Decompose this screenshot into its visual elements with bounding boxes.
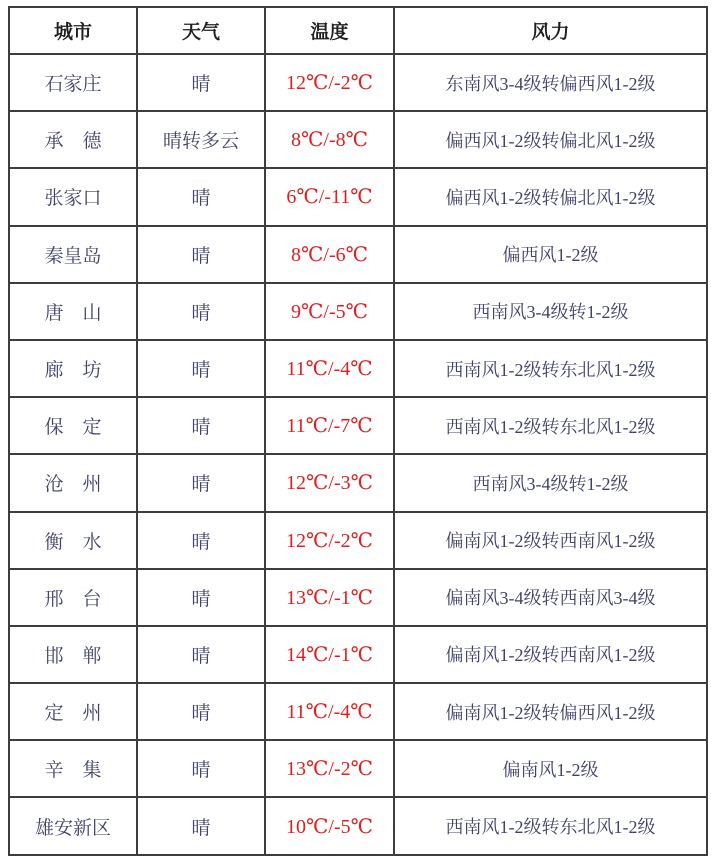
temperature-cell: 13℃/-1℃ bbox=[265, 569, 394, 626]
wind-cell: 西南风1-2级转东北风1-2级 bbox=[394, 797, 707, 854]
temperature-cell: 12℃/-2℃ bbox=[265, 512, 394, 569]
city-cell: 衡 水 bbox=[9, 512, 137, 569]
wind-cell: 东南风3-4级转偏西风1-2级 bbox=[394, 54, 707, 111]
table-row bbox=[9, 340, 707, 397]
city-cell: 邢 台 bbox=[9, 569, 137, 626]
table-row bbox=[9, 283, 707, 340]
weather-cell: 晴 bbox=[137, 454, 265, 511]
weather-cell: 晴 bbox=[137, 512, 265, 569]
city-cell: 承 德 bbox=[9, 111, 137, 168]
city-cell: 沧 州 bbox=[9, 454, 137, 511]
weather-cell: 晴 bbox=[137, 168, 265, 225]
city-cell: 辛 集 bbox=[9, 740, 137, 797]
table-header bbox=[9, 7, 707, 54]
wind-cell: 偏南风3-4级转西南风3-4级 bbox=[394, 569, 707, 626]
header-wind: 风力 bbox=[394, 7, 707, 54]
header-row bbox=[9, 7, 707, 54]
city-cell: 廊 坊 bbox=[9, 340, 137, 397]
temperature-cell: 8℃/-6℃ bbox=[265, 226, 394, 283]
wind-cell: 偏南风1-2级 bbox=[394, 740, 707, 797]
temperature-cell: 10℃/-5℃ bbox=[265, 797, 394, 854]
city-cell: 唐 山 bbox=[9, 283, 137, 340]
city-cell: 保 定 bbox=[9, 397, 137, 454]
table-row bbox=[9, 168, 707, 225]
wind-cell: 偏南风1-2级转西南风1-2级 bbox=[394, 512, 707, 569]
city-cell: 石家庄 bbox=[9, 54, 137, 111]
wind-cell: 偏西风1-2级转偏北风1-2级 bbox=[394, 168, 707, 225]
temperature-cell: 9℃/-5℃ bbox=[265, 283, 394, 340]
table-row bbox=[9, 626, 707, 683]
temperature-cell: 12℃/-2℃ bbox=[265, 54, 394, 111]
table-row bbox=[9, 683, 707, 740]
wind-cell: 西南风3-4级转1-2级 bbox=[394, 454, 707, 511]
table-row bbox=[9, 797, 707, 854]
weather-cell: 晴 bbox=[137, 740, 265, 797]
wind-cell: 偏南风1-2级转偏西风1-2级 bbox=[394, 683, 707, 740]
weather-cell: 晴 bbox=[137, 54, 265, 111]
weather-forecast-table bbox=[8, 6, 708, 856]
wind-cell: 西南风1-2级转东北风1-2级 bbox=[394, 340, 707, 397]
temperature-cell: 11℃/-4℃ bbox=[265, 340, 394, 397]
weather-cell: 晴 bbox=[137, 340, 265, 397]
weather-cell: 晴 bbox=[137, 226, 265, 283]
table-row bbox=[9, 111, 707, 168]
header-weather: 天气 bbox=[137, 7, 265, 54]
table-row bbox=[9, 397, 707, 454]
temperature-cell: 6℃/-11℃ bbox=[265, 168, 394, 225]
table-row bbox=[9, 569, 707, 626]
wind-cell: 偏南风1-2级转西南风1-2级 bbox=[394, 626, 707, 683]
city-cell: 张家口 bbox=[9, 168, 137, 225]
wind-cell: 西南风3-4级转1-2级 bbox=[394, 283, 707, 340]
temperature-cell: 12℃/-3℃ bbox=[265, 454, 394, 511]
weather-cell: 晴 bbox=[137, 797, 265, 854]
weather-cell: 晴转多云 bbox=[137, 111, 265, 168]
table-body bbox=[9, 54, 707, 855]
weather-cell: 晴 bbox=[137, 283, 265, 340]
temperature-cell: 8℃/-8℃ bbox=[265, 111, 394, 168]
header-temperature: 温度 bbox=[265, 7, 394, 54]
table-row bbox=[9, 454, 707, 511]
weather-cell: 晴 bbox=[137, 626, 265, 683]
table-row bbox=[9, 512, 707, 569]
table-row bbox=[9, 740, 707, 797]
header-city: 城市 bbox=[9, 7, 137, 54]
temperature-cell: 13℃/-2℃ bbox=[265, 740, 394, 797]
wind-cell: 偏西风1-2级 bbox=[394, 226, 707, 283]
table-row bbox=[9, 54, 707, 111]
table-row bbox=[9, 226, 707, 283]
temperature-cell: 11℃/-4℃ bbox=[265, 683, 394, 740]
temperature-cell: 14℃/-1℃ bbox=[265, 626, 394, 683]
weather-cell: 晴 bbox=[137, 683, 265, 740]
weather-cell: 晴 bbox=[137, 569, 265, 626]
weather-cell: 晴 bbox=[137, 397, 265, 454]
city-cell: 秦皇岛 bbox=[9, 226, 137, 283]
city-cell: 邯 郸 bbox=[9, 626, 137, 683]
city-cell: 雄安新区 bbox=[9, 797, 137, 854]
wind-cell: 西南风1-2级转东北风1-2级 bbox=[394, 397, 707, 454]
city-cell: 定 州 bbox=[9, 683, 137, 740]
temperature-cell: 11℃/-7℃ bbox=[265, 397, 394, 454]
wind-cell: 偏西风1-2级转偏北风1-2级 bbox=[394, 111, 707, 168]
